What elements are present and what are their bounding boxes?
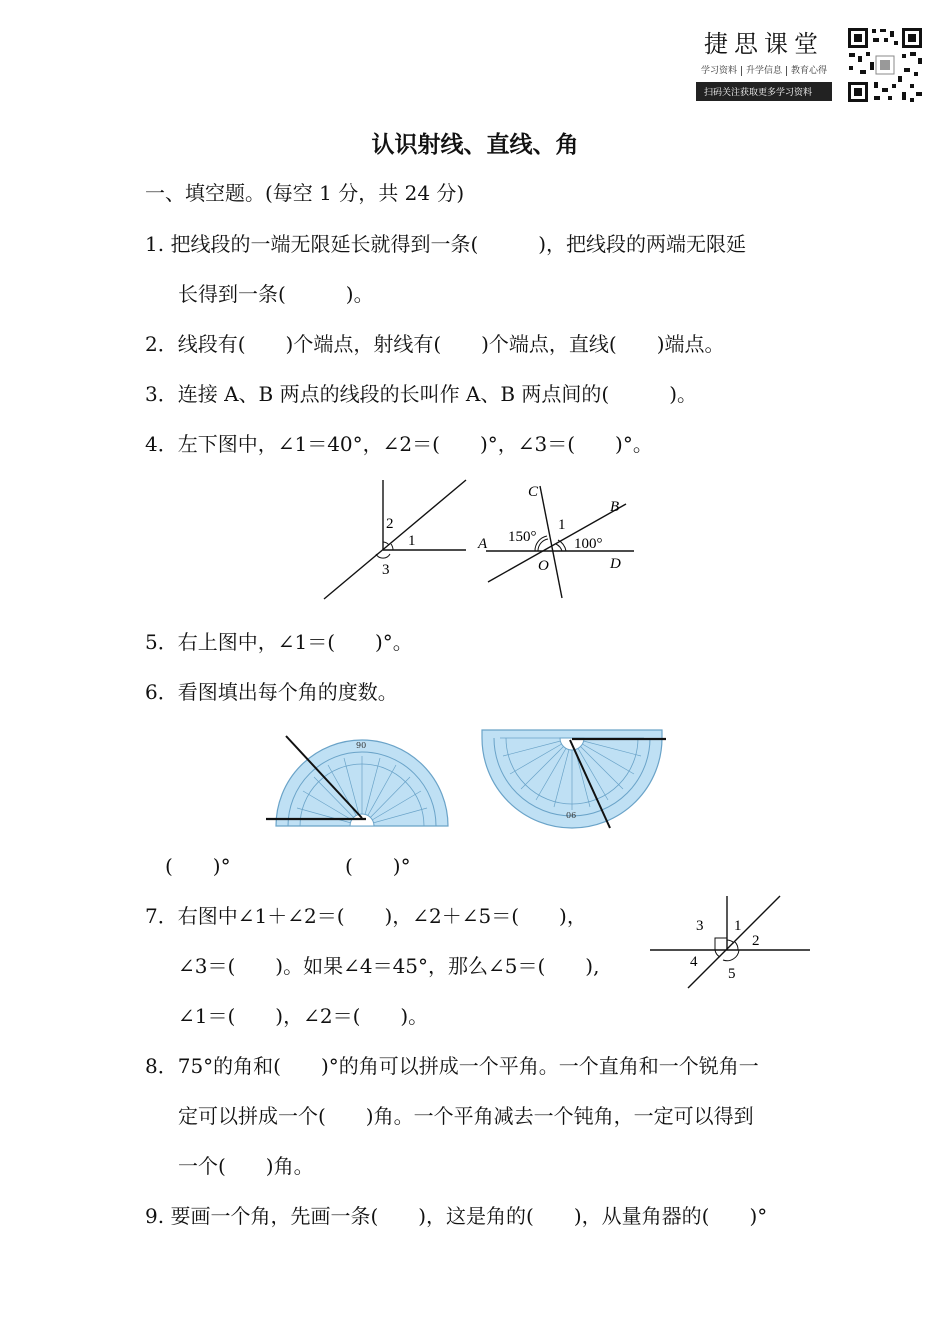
question-1-line-1: 1. 把线段的一端无限延长就得到一条( )，把线段的两端无限延: [145, 232, 747, 256]
question-9: 9. 要画一个角，先画一条( )，这是角的( )，从量角器的( )°: [145, 1204, 768, 1228]
question-4: 4．左下图中，∠1＝40°，∠2＝( )°，∠3＝( )°。: [145, 432, 653, 456]
protractor-right-mark: 06: [566, 811, 577, 820]
protractor-right: [478, 728, 668, 832]
section-heading: 一、填空题。(每空 1 分，共 24 分): [145, 181, 465, 205]
protractor-left-mark: 90: [356, 741, 367, 750]
fig7-label-2: 2: [752, 933, 760, 949]
fig4-right-label-C: C: [528, 484, 539, 500]
protractor-left-answer: ( )°: [165, 854, 231, 878]
fig4-right-label-O: O: [538, 558, 549, 574]
brand-name: 捷思课堂: [704, 30, 824, 58]
question-7-line-3: ∠1＝( )，∠2＝( )。: [178, 1004, 429, 1028]
brand-tags: [696, 63, 832, 76]
brand-tag: 教育心得: [791, 66, 828, 76]
protractor-left: [264, 728, 460, 832]
question-7-line-2: ∠3＝( )。如果∠4＝45°，那么∠5＝( ),: [178, 954, 600, 978]
figure-4-left: [316, 474, 476, 604]
question-7-line-1: 7．右图中∠1＋∠2＝( )，∠2＋∠5＝( )，: [145, 904, 587, 928]
question-8-line-3: 一个( )角。: [178, 1154, 314, 1178]
brand-tag: 学习资料: [697, 66, 742, 76]
question-2: 2．线段有( )个端点，射线有( )个端点，直线( )端点。: [145, 332, 725, 356]
question-6: 6．看图填出每个角的度数。: [145, 680, 398, 704]
protractor-right-answer: ( )°: [345, 854, 411, 878]
fig4-right-label-A: A: [478, 536, 488, 552]
question-1-line-2: 长得到一条( )。: [178, 282, 374, 306]
brand-slogan: 扫码关注获取更多学习资料: [696, 82, 832, 101]
fig4-left-label-1: 1: [408, 533, 416, 549]
brand-block: [696, 24, 832, 101]
fig4-left-label-2: 2: [386, 516, 394, 532]
page-title: 认识射线、直线、角: [371, 132, 579, 158]
fig7-label-3: 3: [696, 918, 704, 934]
fig7-label-1: 1: [734, 918, 742, 934]
question-5: 5．右上图中，∠1＝( )°。: [145, 630, 413, 654]
question-8-line-1: 8．75°的角和( )°的角可以拼成一个平角。一个直角和一个锐角一: [145, 1054, 759, 1078]
figure-7: [648, 890, 814, 994]
fig7-label-5: 5: [728, 966, 736, 982]
fig7-label-4: 4: [690, 954, 698, 970]
question-3: 3．连接 A、B 两点的线段的长叫作 A、B 两点间的( )。: [145, 382, 698, 406]
fig4-right-label-D: D: [610, 556, 621, 572]
question-8-line-2: 定可以拼成一个( )角。一个平角减去一个钝角，一定可以得到: [178, 1104, 754, 1128]
brand-tag: 升学信息: [742, 66, 787, 76]
fig4-right-label-1: 1: [558, 517, 566, 533]
fig4-right-label-B: B: [610, 499, 620, 515]
qr-code-icon: [846, 26, 924, 104]
fig4-right-angle-100: 100°: [574, 536, 603, 552]
figure-4-right: [474, 478, 644, 604]
fig4-right-angle-150: 150°: [508, 529, 537, 545]
fig4-left-label-3: 3: [382, 562, 390, 578]
